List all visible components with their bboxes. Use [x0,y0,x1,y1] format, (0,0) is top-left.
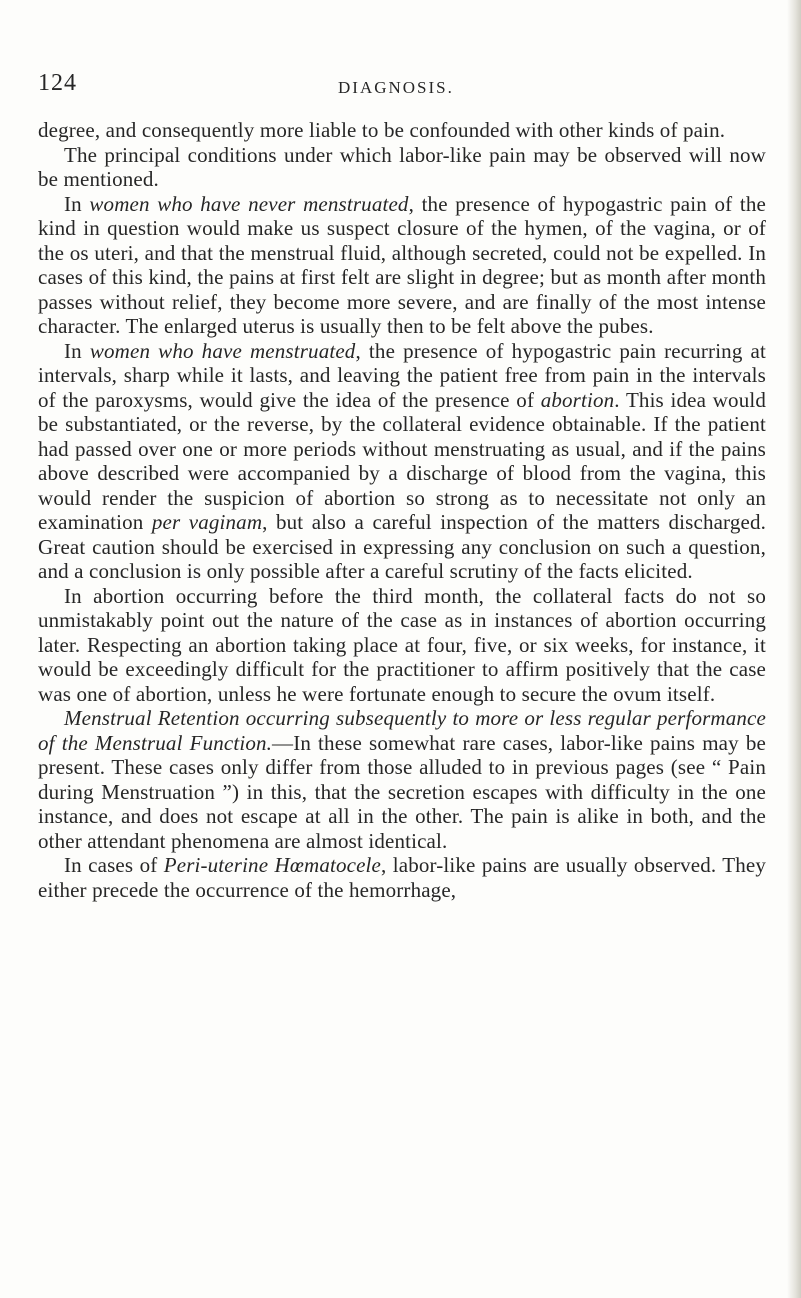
text-run: . This idea would be substantiated, or the reverse, by the collateral evidence obtainable. If the patient had passed over one or more periods without menstruating as usual, and if the pains above described were accompanied by a discharge of blood from the vagina, this would render the suspicion of abortion so strong as to necessitate not only an examination [38,387,766,534]
page-number: 124 [38,70,77,96]
running-head [38,70,768,104]
page-edge-shadow [787,0,801,1298]
italic-phrase: abortion [540,387,615,412]
paragraph-haematocele [38,853,766,902]
paragraph-menstrual-retention [38,706,766,853]
text-run: In abortion occurring before the third month, the collateral facts do not so unmistakably point out the nature of the case as in instances of abortion occurring later. Respecting an abortion taking place at four, five, or six weeks, for instance, it would be exceedingly difficult for the practitioner to affirm positively that the case was one of abortion, unless he were fortunate enough to secure the ovum itself. [38,583,766,706]
text-run: degree, and consequently more liable to be confounded with other kinds of pain. [38,118,726,142]
text-run: , the presence of hypogastric pain of the kind in question would make us suspect closure of the hymen, of the vagina, or of the os uteri, and that the menstrual fluid, although secreted, could not be expelled. In cases of this kind, the pains at first felt are slight in degree; but as month after month passes without relief, they become more severe, and are finally of the most intense character. The enlarged uterus is usually then to be felt above the pubes. [38,191,766,338]
paragraph-continuation [38,118,766,143]
paragraph-intro [38,143,766,192]
paragraph-menstruated [38,339,766,584]
text-run: The principal conditions under which labor-like pain may be observed will now be mentioned. [38,142,766,191]
italic-phrase: per vaginam [151,510,263,534]
text-run: , the presence of hypogastric pain recurring at intervals, sharp while it lasts, and leaving the patient free from pain in the intervals of the paroxysms, would give the idea of the presence of [38,338,766,412]
text-run: , labor-like pains are usually observed. They either precede the occurrence of the hemorrhage, [38,853,766,902]
italic-phrase: Peri-uterine Hœmatocele [163,853,382,877]
section-heading-italic: Menstrual Retention occurring subsequently to more or less regular performance of the Menstrual Function. [38,706,766,755]
text-run: In [64,191,90,216]
text-run: In cases of [64,853,164,877]
italic-phrase: women who have menstruated [89,338,356,363]
running-title: DIAGNOSIS. [338,78,454,97]
text-run: In [64,338,90,363]
body-text [38,118,766,902]
text-run: —In these somewhat rare cases, labor-like pains may be present. These cases only differ from those alluded to in previous pages (see “ Pain during Menstruation ”) in this, that the secretion escapes with difficulty in the one instance, and does not escape at all in the other. The pain is alike in both, and the other attendant phenomena are almost identical. [38,730,766,853]
paragraph-never-menstruated [38,192,766,339]
text-run: , but also a careful inspection of the matters discharged. Great caution should be exercised in expressing any conclusion on such a question, and a conclusion is only possible after a careful scrutiny of the facts elicited. [38,510,766,583]
paragraph-early-abortion [38,584,766,707]
italic-phrase: women who have never menstruated [89,191,409,216]
